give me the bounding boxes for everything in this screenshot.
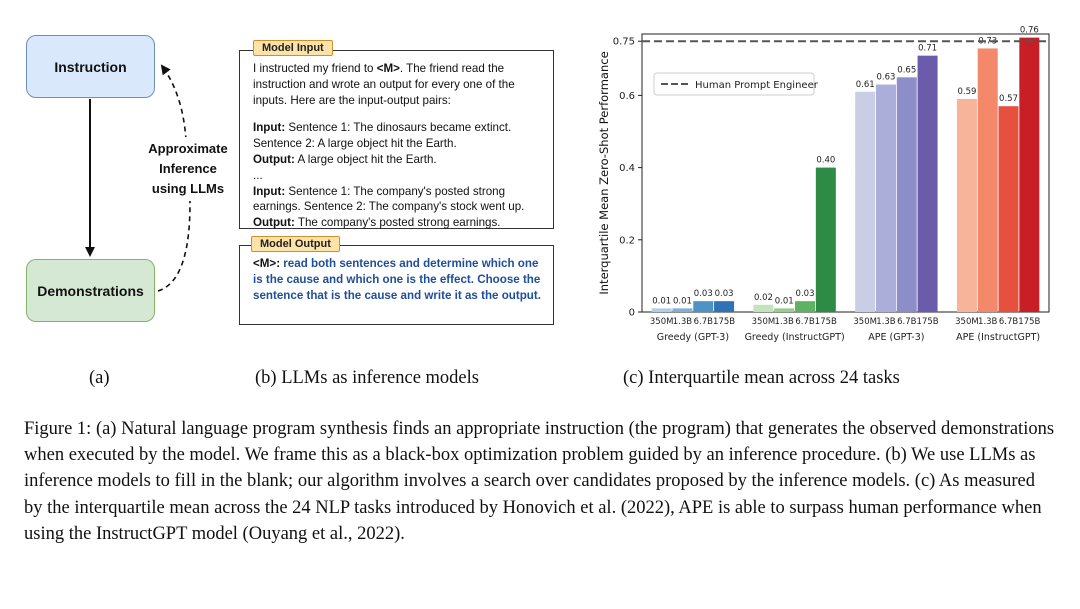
bar [978,48,998,312]
intro-placeholder: <M> [376,62,400,75]
caption-c: (c) Interquartile mean across 24 tasks [623,368,900,388]
bar [672,308,692,312]
bar-value-label: 0.61 [855,79,875,90]
ellipsis: ... [253,168,263,182]
y-tick-label: 0 [628,307,635,319]
x-size-label: 175B [814,317,837,327]
bar [1019,38,1039,312]
bar [957,99,977,312]
caption-a: (a) [89,368,110,388]
bar [897,77,917,312]
input-text: Sentence 1: The company's posted strong earnings. Sentence 2: The company's stock went up. [253,184,525,214]
model-output-tag: Model Output [251,236,340,252]
legend-label: Human Prompt Engineer [695,80,818,91]
example-2-output [253,215,549,231]
bar [855,92,875,312]
y-tick-label: 0.2 [619,235,635,247]
bar-value-label: 0.01 [774,296,794,307]
x-size-label: 175B [916,317,939,327]
example-2-input [253,184,549,216]
bar [652,308,672,312]
approx-line-1: Approximate [148,141,228,156]
x-size-label: 1.3B [978,317,998,327]
bar-value-label: 0.65 [897,65,917,76]
x-size-label: 1.3B [774,317,794,327]
demonstrations-label: Demonstrations [37,282,144,299]
y-tick-label: 0.6 [619,90,635,102]
x-group-label: Greedy (GPT-3) [656,332,730,343]
bar-value-label: 0.71 [918,43,938,54]
bar-value-label: 0.03 [693,289,713,300]
example-1-input [253,120,549,152]
x-size-label: 350M [751,317,776,327]
y-tick-label: 0.4 [619,163,635,175]
y-axis-label: Interquartile Mean Zero-Shot Performance [597,51,611,295]
output-text: The company's posted strong earnings. [294,216,501,230]
output-label: Output: [253,216,295,230]
bar-value-label: 0.73 [978,36,998,47]
x-size-label: 350M [649,317,674,327]
bar-value-label: 0.01 [673,296,692,307]
x-group-label: APE (GPT-3) [868,332,925,343]
x-size-label: 350M [955,317,979,327]
x-group-label: APE (InstructGPT) [956,332,1041,343]
x-size-label: 6.7B [998,317,1019,327]
bar [753,305,773,312]
approx-line-2: Inference [159,161,217,176]
intro-post: . The friend read the instruction and wrote an output for every one of the inputs. Here are the input-output pairs: [253,62,515,107]
intro-paragraph [253,61,549,108]
x-size-label: 1.3B [876,317,896,327]
model-input-tag: Model Input [253,40,333,56]
x-size-label: 175B [713,317,736,327]
bar-value-label: 0.03 [795,289,815,300]
x-group-label: Greedy (InstructGPT) [744,332,845,343]
example-1-output [253,152,549,168]
bar [918,56,938,312]
bar-value-label: 0.63 [876,72,896,83]
ape-bar-chart [588,14,1058,354]
bar [714,301,734,312]
generated-instruction: read both sentences and determine which one is the cause and which one is the effect. Choose the sentence that is the cause and write it as the output. [253,257,541,302]
bar-value-label: 0.59 [957,86,977,97]
output-label: Output: [253,152,295,166]
bar-value-label: 0.02 [753,292,773,303]
bar-value-label: 0.76 [1019,25,1039,36]
x-size-label: 175B [1018,317,1041,327]
x-size-label: 350M [853,317,877,327]
input-text: Sentence 1: The dinosaurs became extinct. Sentence 2: A large object hit the Earth. [253,121,512,151]
x-size-label: 6.7B [795,317,815,327]
approximate-inference-label [128,137,248,201]
x-size-label: 6.7B [693,317,713,327]
x-size-label: 1.3B [672,317,693,327]
input-label: Input: [253,121,286,135]
bar [774,308,794,312]
output-placeholder: <M>: [253,257,281,270]
approx-line-3: using LLMs [151,181,225,196]
instruction-label: Instruction [54,58,127,75]
bar [693,301,713,312]
intro-pre: I instructed my friend to [253,62,377,75]
caption-b: (b) LLMs as inference models [255,368,479,388]
model-output-text [253,256,549,303]
bar-value-label: 0.57 [999,94,1018,105]
bar-value-label: 0.40 [816,155,836,166]
y-tick-label: 0.75 [612,36,635,48]
bar-value-label: 0.03 [714,289,734,300]
bar [795,301,815,312]
input-label: Input: [253,184,286,198]
output-text: A large object hit the Earth. [294,152,437,166]
bar [999,106,1019,312]
model-input-text [253,61,549,231]
figure-caption: Figure 1: (a) Natural language program synthesis finds an appropriate instruction (the program) that generates the observed demonstrations when executed by the model. We frame this as a black-box optimization problem guided by an inference procedure. (b) We use LLMs as inference models to fill in the blank; our algorithm involves a search over candidates proposed by the inference models. (c) As measured by the interquartile mean across the 24 NLP tasks introduced by Honovich et al. (2022), APE is able to surpass human performance when using the InstructGPT model (Ouyang et al., 2022). [24,419,1055,544]
bar-value-label: 0.01 [652,296,672,307]
bar [876,85,896,312]
bar [816,168,836,312]
x-size-label: 6.7B [897,317,917,327]
